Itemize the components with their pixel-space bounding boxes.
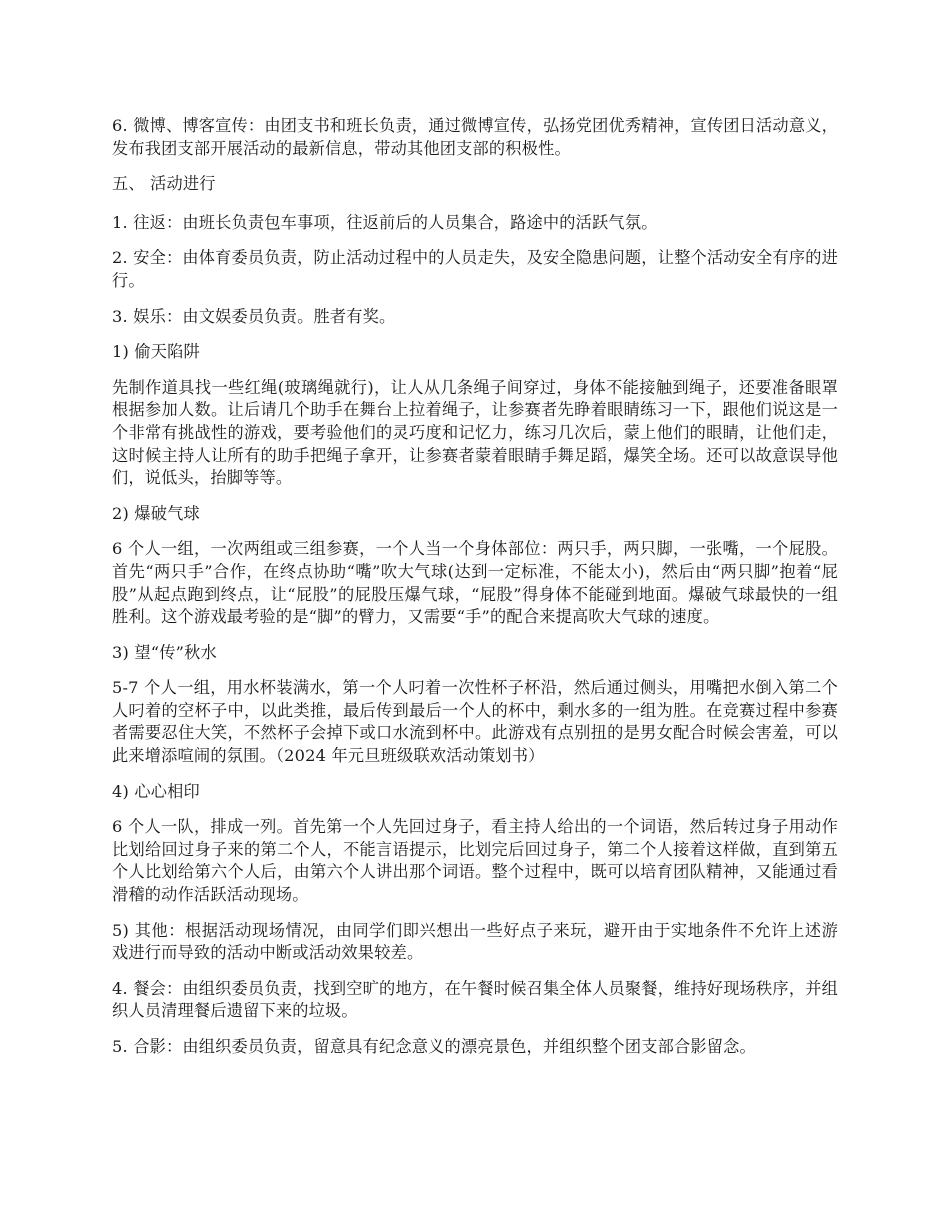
paragraph-weibo-promotion: 6. 微博、博客宣传：由团支书和班长负责，通过微博宣传，弘扬党团优秀精神，宣传团日活动意义，发布我团支部开展活动的最新信息，带动其他团支部的积极性。 xyxy=(112,116,838,158)
paragraph-meal: 4. 餐会：由组织委员负责，找到空旷的地方，在午餐时候召集全体人员聚餐，维持好现场秩序，并组织人员清理餐后遗留下来的垃圾。 xyxy=(112,978,838,1021)
paragraph-safety: 2. 安全：由体育委员负责，防止活动过程中的人员走失，及安全隐患问题，让整个活动安全有序的进行。 xyxy=(112,248,838,290)
game-description-balloon: 6 个人一组，一次两组或三组参赛，一个人当一个身体部位：两只手，两只脚，一张嘴，一个屁股。首先“两只手”合作，在终点协助“嘴”吹大气球(达到一定标准，不能太小)，然后由“两只脚”抱着“屁股”从起点跑到终点，让“屁股”的屁股压爆气球，“屁股”得身体不能碰到地面。爆破气球最快的一组胜利。这个游戏最考验的是“脚”的臂力，又需要“手”的配合来提高吹大气球的速度。 xyxy=(112,539,838,627)
document-body xyxy=(112,115,838,1072)
section-heading-activity: 五、 活动进行 xyxy=(112,174,216,194)
game-title-water: 3) 望“传”秋水 xyxy=(112,642,217,662)
game-title-heart: 4) 心心相印 xyxy=(112,781,200,801)
game-description-water: 5-7 个人一组，用水杯装满水，第一个人叼着一次性杯子杯沿，然后通过侧头，用嘴把水倒入第二个人叼着的空杯子中，以此类推，最后传到最后一个人的杯中，剩水多的一组为胜。在竞赛过程中参赛者需要忍住大笑，不然杯子会掉下或口水流到杯中。此游戏有点别扭的是男女配合时候会害羞，可以此来增添喧闹的氛围。（2024 年元旦班级联欢活动策划书） xyxy=(112,678,838,766)
game-description-trap: 先制作道具找一些红绳(玻璃绳就行)，让人从几条绳子间穿过，身体不能接触到绳子，还要准备眼罩根据参加人数。让后请几个助手在舞台上拉着绳子，让参赛者先睁着眼睛练习一下，跟他们说这是一个非常有挑战性的游戏，要考验他们的灵巧度和记忆力，练习几次后，蒙上他们的眼睛，让他们走，这时候主持人让所有的助手把绳子拿开，让参赛者蒙着眼睛手舞足蹈，爆笑全场。还可以故意误导他们，说低头，抬脚等等。 xyxy=(112,377,838,488)
game-description-heart: 6 个人一队，排成一列。首先第一个人先回过身子，看主持人给出的一个词语，然后转过身子用动作比划给回过身子来的第二个人，不能言语提示，比划完后回过身子，第二个人接着这样做，直到第五个人比划给第六个人后，由第六个人讲出那个词语。整个过程中，既可以培育团队精神，又能通过看滑稽的动作活跃活动现场。 xyxy=(112,817,838,905)
paragraph-other-games: 5) 其他：根据活动现场情况，由同学们即兴想出一些好点子来玩，避开由于实地条件不允许上述游戏进行而导致的活动中断或活动效果较差。 xyxy=(112,920,838,963)
game-title-trap: 1) 偷天陷阱 xyxy=(112,342,200,362)
game-title-balloon: 2) 爆破气球 xyxy=(112,503,200,523)
paragraph-entertainment: 3. 娱乐：由文娱委员负责。胜者有奖。 xyxy=(112,306,396,326)
paragraph-round-trip: 1. 往返：由班长负责包车事项，往返前后的人员集合，路途中的活跃气氛。 xyxy=(112,212,658,232)
paragraph-group-photo: 5. 合影：由组织委员负责，留意具有纪念意义的漂亮景色，并组织整个团支部合影留念。 xyxy=(112,1037,756,1056)
